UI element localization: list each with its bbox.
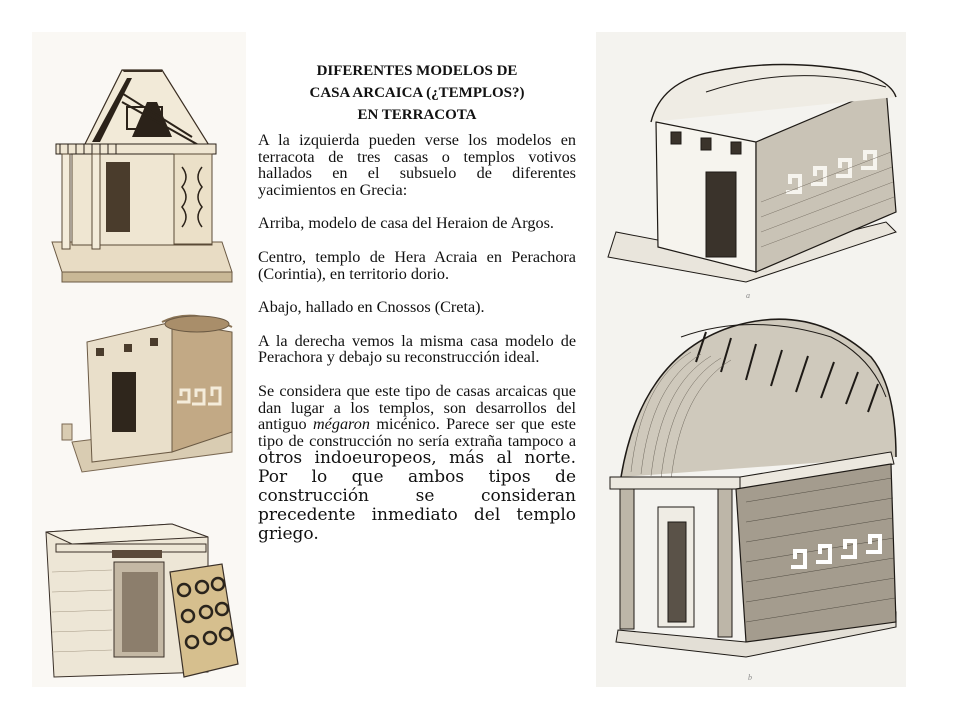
- title-line-1: DIFERENTES MODELOS DE: [316, 63, 518, 79]
- text-column: [258, 60, 576, 561]
- paragraph-intro: A la izquierda pueden verse los modelos en terracota de tres casas o templos votivos hallados en el subsuelo de diferentes yacimientos en Grecia:: [258, 131, 576, 199]
- argos-house-model: [52, 70, 232, 282]
- megaron-text-end: otros indoeuropeos, más al norte. Por lo que ambos tipos de construcción se consideran precedente inmediato del templo griego.: [258, 448, 576, 545]
- paragraph-right-images: A la derecha vemos la misma casa modelo de Perachora y debajo su reconstrucción ideal.: [258, 331, 576, 367]
- megaron-term: mégaron: [312, 415, 370, 434]
- title-line-2: CASA ARCAICA (¿TEMPLOS?): [309, 85, 525, 101]
- terracotta-models-illustration: [32, 32, 246, 687]
- paragraph-cnossos: Abajo, hallado en Cnossos (Creta).: [258, 298, 485, 317]
- perachora-model: [62, 316, 232, 472]
- paragraph-megaron: [258, 383, 576, 544]
- title-line-3: EN TERRACOTA: [357, 107, 477, 123]
- megaron-text-start: Se considera que este tipo de casas arcaicas que dan lugar a los templos, son desarrollos del antiguo: [258, 381, 576, 434]
- paragraph-perachora: Centro, templo de Hera Acraia en Perachora (Corintia), en territorio dorio.: [258, 247, 576, 283]
- line-drawings-illustration: [596, 32, 906, 687]
- perachora-drawing: [608, 65, 896, 283]
- figure-label-a: a: [746, 291, 750, 300]
- knossos-model: [46, 524, 238, 677]
- left-illustration-panel: [32, 32, 246, 687]
- megaron-text-middle: micénico. Parece ser que este tipo de construcción no sería extraña tampoco a: [258, 415, 576, 450]
- figure-label-b: b: [748, 673, 752, 682]
- page-title: [258, 60, 576, 126]
- paragraph-argos: Arriba, modelo de casa del Heraion de Argos.: [258, 214, 554, 233]
- right-illustration-panel: [596, 32, 906, 687]
- reconstruction-drawing: [610, 319, 896, 657]
